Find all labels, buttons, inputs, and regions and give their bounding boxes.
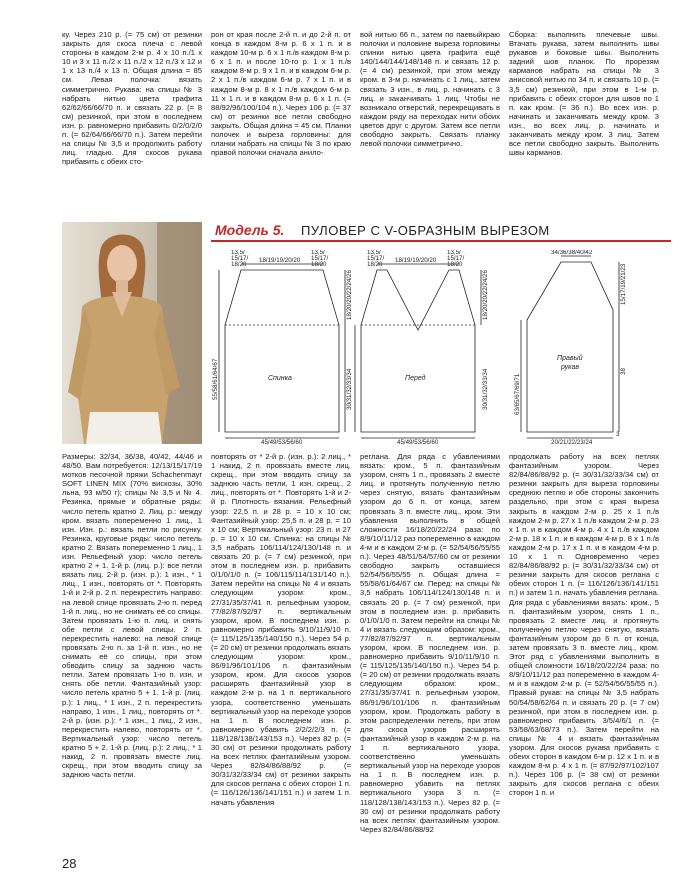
model-photo-illustration [62, 222, 202, 444]
text-column-bottom-3: реглана. Для ряда с убавлениями вязать: кром., 5 п. фантазийным узором, снять 1 п., провязать 2 вместе лиц. и протянуть полученную петлю через снятую, вязать фантазийным узором до 6 п. от конца, затем провязать 3 п. вместе лиц., кром. Эти убавления выполнить в общей сложности 16/18/20/22/24 раза: по 8/9/10/11/12 раз попеременно в каждом 4-м и в каждом 2-м р. (= 52/54/56/55/55 п.). Через 48/51/54/57/60 см от резинки свободно закрыть оставшиеся 52/54/56/55/55 п. Общая длина = 55/58/61/64/67 см. Перед: на спицы № 3,5 набрать 106/114/124/130/148 п. и связать 20 р. (= 7 см) резинкой, при этом в последнем изн. р. прибавить 0/1/0/1/0 п. Затем перейти на спицы № 4 и вязать следующим образом: кром., 77/82/87/92/97 п. вертикальным узором, кром. В последнем изн. р. равномерно прибавить 9/10/11/9/10 п. (= 115/125/135/140/150 п.). Через 54 р. (= 20 см) от резинки продолжать вязать следующим образом: кром., 27/31/35/37/41 п. рельефным узором, 86/91/96/101/106 п. фантазийным узором, кром. Продолжать работу в этом распределении петель, при этом для скоса узоров расширять фантазийный узор в каждом 2-м р. на 1 п. вертикального узора, соответственно уменьшать вертикальный узор на переходе узоров на 1 п. В последнем изн. р. равномерно убавить на петлях вертикального узора 3 п. (= 118/128/138/143/153 п.). Через 82 р. (= 30 см) от резинки продолжать работу на всех петлях фантазийным узором. Через 82/84/86/88/92 [360, 452, 500, 834]
text-column-top-4: Сборка: выполнить плечевые швы. Втачать рукава, затем выполнить швы рукавов и боковые швы. Выполнить задний шов планок. По прорезям карманов набрать на спицы № 3 анисовой нитью по 34 п. и связать 10 р. (= 3,5 см) резинкой, при этом в 1-м р. прибавить с обеих сторон для швов по 1 п. как кром. (= 36 п.). Во всех изн. р. начинать и заканчивать между кром. 3 изн., во всех лиц. р. начинать и заканчивать между кром. 3 лиц. Затем все петли свободно закрыть. Выполнить швы карманов. [509, 30, 659, 158]
sleeve-raglan-height: 15/17/19/21/23 [620, 263, 627, 305]
sleeve-38: 38 [620, 368, 627, 375]
front-shoulder-top-right: 13,5/ [447, 250, 461, 256]
front-neck-width: 18/19/19/20/20 [395, 257, 437, 264]
model-title-bar [211, 222, 671, 242]
sleeve-cuff-width: 20/21/22/23/24 [551, 439, 593, 445]
front-raglan-height: 18/20/20/22/24/26 [482, 270, 489, 320]
back-shoulder-top-right: 13,5/ [311, 250, 325, 256]
text-column-top-2: рон от края после 2-й п. и до 2-й п. от конца в каждом 8-м р. 6 х 1 п. и в каждом 10-м р. 6 х 1 п./в каждом 8-м р. 6 х 1 п. и после 10-го р. 1 х 1 п./в каждом 8-м р. 9 х 1 п. и в каждом 6-м р. 2 х 1 п./в каждом 6-м р. 7 х 1 п. и в каждом 8-м р. 8 х 1 п./в каждом 6-м р. 11 х 1 п. и в каждом 8-м р. 6 х 1 п. (= 88/92/96/100/104 п.). Через 106 р. (= 37 см) от резинки все петли свободно закрыть. Общая длина = 45 см. Планки полочек и выреза горловины: для планки набрать на спицы № 3 по краю правой полочки сначала анило- [211, 30, 351, 158]
model-label: Модель 5. [215, 222, 285, 238]
front-shoulder-mid-right: 15/17/ [447, 255, 465, 262]
back-shoulder-top: 13,5/ [231, 250, 245, 256]
sleeve-total-height: 63/65/67/69/71 [514, 373, 521, 415]
back-shoulder-bot-right: 18/20 [311, 261, 327, 268]
sleeve-label-1: Правый [557, 355, 583, 362]
back-piece-outline [225, 270, 339, 432]
front-shoulder-mid: 15/17/ [367, 255, 385, 262]
front-shoulder-bot-right: 18/20 [447, 261, 463, 268]
back-shoulder-mid-right: 15/17/ [311, 255, 329, 262]
cuff-3: 3 [616, 431, 620, 438]
text-column-bottom-2: повторять от * 2-й р. (изн. р.): 2 лиц., * 1 накид, 2 п. провязать вместе лиц. скрещ., при этом вводить спицу за заднюю часть петли, 1 изн. скрещ., 2 лиц., повторять от *. Повторять 1-й и 2-й р. Плотность вязания. Рельефный узор: 22,5 п. и 28 р. = 10 х 10 см; Фантазийный узор: 25,5 п. и 28 р. = 10 х 10 см; Вертикальный узор: 23 п. и 27 р. = 10 х 10 см. Спинка: на спицы № 3,5 набрать 106/114/124/130/148 п. и связать 20 р. (= 7 см) резинкой, при этом в последнем изн. р. прибавить 0/1/0/1/0 п. (= 106/115/114/131/140 п.). Затем перейти на спицы № 4 и вязать следующим узором: кром., 27/31/35/37/41 п. рельефным узором, 77/82/87/92/97 п. вертикальным узором, кром. В последнем изн. р. равномерно прибавить 9/10/11/9/10 п. (= 115/125/135/140/150 п.). Через 54 р. (= 20 см) от резинки продолжать вязать следующим узором: кром., 86/91/96/101/106 п. фантазийным узором, кром. Для скосов узоров расширять фантазийный узор в каждом 2-м р. на 1 п. вертикального узора, соответственно уменьшать вертикальный узор на переходе узоров на 1 п. В последнем изн. р. равномерно убавить 2/2/2/2/3 п. (= 118/128/138/143/153 п.). Через 82 р. (= 30 см) от резинки продолжать работу на всех петлях фантазийным узором. Через 82/84/86/88/92 р. (= 30/31/32/33/34 см) от резинки закрыть для скосов реглана с обеих сторон 1 п. (= 116/126/136/141/151 п.) и затем 1 п. начать убавления [211, 452, 351, 807]
pattern-schematic [211, 250, 673, 445]
sleeve-outline [527, 262, 613, 432]
back-total-height: 55/58/61/64/67 [212, 358, 219, 400]
text-column-top-3: вой нитью 66 п., затем по паевыйкраю полочки и половине выреза горловины спинки нитью цвета графита ещё 140/144/144/148/148 п. и связать 12 р. (= 4 см) резинкой, при этом между кром. в 3-м р. начинать с 1 лиц., затем связать 3 изн., в лиц. р. начинать с 3 лиц. и заканчивать 1 лиц. Чтобы не возникало отверстий, перекрещивать в каждом ряду на переходах нити обоих цветов друг с другом. Затем все петли свободно закрыть. Связать планку левой полочки симметрично. [360, 30, 500, 149]
back-label: Спинка [268, 375, 292, 382]
back-shoulder-bot: 18/20 [231, 261, 247, 268]
back-raglan-height: 18/20/20/22/24/26 [346, 270, 353, 320]
text-column-bottom-4: продолжать работу на всех петлях фантазийным узором. Через 82/84/86/88/92 р. (= 30/31/32/33/34 см) от резинки закрыть для выреза горловины среднюю петлю и обе стороны закончить раздельно, при этом с края выреза закрыть в каждом 2-м р. 25 х 1 п./в каждом 2-м р. 27 х 1 п./в каждом 2-м р. 23 х 1 п. и в каждом 4-м р. 4 х 1 п./в каждом 2-м р. 18 х 1 п. и в каждом 4-м р. 8 х 1 п./в каждом 2-м р. 17 х 1 п. и в каждом 4-м р. 10 х 1 п. Одновременно через 82/84/86/88/92 р. (= 30/31/32/33/34 см) от резинки закрыть для скосов реглана с обеих сторон 1 п. (= 116/126/136/141/151 п.) и затем 1 п. начать убавления реглана. Для ряда с убавлениями вязать: кром., 5 п. фантазийным узором, снять 1 п., провязать 2 вместе лиц. и протянуть полученную петлю через снятую, вязать фантазийным узором до 6 п. от конца, затем провязать 3 п. вместе лиц., кром. Этот ряд с убавлениями выполнить в общей сложности 16/18/20/22/24 раза: по 8/9/10/11/12 раз попеременно в каждом 4-м и в каждом 2-м р. (= 52/54/56/55/55 п.). Правый рукав: на спицы № 3,5 набрать 50/54/58/62/64 п. и связать 20 р. (= 7 см) резинкой, при этом в последнем изн. р. равномерно прибавить 3/5/4/6/1 п. (= 53/58/63/68/73 п.). Затем перейти на спицы № 4 и вязать фантазийным узором. Для скосов рукава прибавить с обеих сторон в каждом 6-м р. 12 х 1 п. и в каждом 8-м р. 4 х 1 п. (= 87/92/97/102/107 п.). Через 106 р. (= 38 см) от резинки закрыть для скосов реглана с обеих сторон 1 п. и [509, 452, 659, 798]
text-column-top-1: ку. Через 210 р. (= 75 см) от резинки закрыть для скоса плеча с левой стороны в каждом 2-м р. 4 х 10 п./1 х 10 и 3 х 11 п./2 х 11 п./2 х 12 п./3 х 12 и 1 х 13 п./4 х 13 п. Общая длина = 85 см. Левая полочка: вязать симметрично. Рукава: на спицы № 3 набрать нитью цвета графита 62/62/66/66/70 п. и связать 22 р. (= 8 см) резинкой, при этом в последнем изн. р. равномерно прибавить 0/2/0/2/0 п. (= 62/64/66/66/70 п.). Затем перейти на спицы № 3,5 и продолжить работу лиц. гладью. Для скосов рукава прибавить с обеих сто- [62, 30, 202, 167]
model-photo [62, 222, 202, 444]
front-shoulder-top: 13,5/ [367, 250, 381, 256]
front-shoulder-bot: 18/20 [367, 261, 383, 268]
front-label: Перед [405, 375, 426, 382]
front-side-height-right: 30/31/32/33/34 [482, 368, 489, 410]
sleeve-label-2: рукав [561, 364, 580, 371]
back-shoulder-mid: 15/17/ [231, 255, 249, 262]
text-column-bottom-1: Размеры: 32/34, 36/38, 40/42, 44/46 и 48/50. Вам потребуется: 12/13/15/17/19 мотков песочной пряжи Schachenmayr SOFT LINEN MIX (70% вискозы, 30% льна, 93 м/50 г); спицы № 3,5 и № 4. Резинка, прямые и обратные ряды: число петель кратно 2. Лиц. р.: между кром. вязать попеременно 1 лиц., 1 изн. Изн. р.: вязать петли по рисунку. Резинка, круговые ряды: число петель кратно 2. Вязать попеременно 1 лиц., 1 изн. Рельефный узор: число петель кратно 2 + 1. 1-й р. (лиц. р.): все петли вязать лиц. 2-й р. (изн. р.): 1 изн., * 1 лиц., 1 изн., повторять от *. Повторять 1-й и 2-й р. 2 п. перекрестить направо: на левой спице провязать 2-ю п. перед 1-й п. лиц., но не снимать её со спицы. Затем провязать 1-ю п. лиц. и снять обе петли с левой спицы. 2 п. перекрестить налево: на левой спице провязать 2-ю п. за 1-й п. изн., но не снимать её со спицы, при этом обводить спицу за заднюю часть петли. Затем провязать 1-ю п. изн. и снять обе петли. Фантазийный узор: число петель кратно 5 + 1. 1-й р. (лиц. р.): 1 лиц., * 1 изн., 2 п. перекрестить направо, 1 изн., 1 лиц., повторять от *. 2-й р. (изн. р.): * 1 изн., 1 лиц., 2 изн., перекрестить налево, повторять от *. Вертикальный узор: число петель кратно 5 + 2. 1-й р. (лиц. р.): 2 лиц., * 1 накид, 2 п. провязать вместе лиц. скрещ., при этом вводить спицу за заднюю часть петли. [62, 452, 202, 780]
back-neck-width: 18/19/19/20/20 [259, 257, 301, 264]
page-number: 28 [62, 856, 77, 871]
front-piece-outline [361, 270, 475, 432]
back-width: 45/49/53/56/60 [261, 439, 303, 445]
front-width: 45/49/53/56/60 [397, 439, 439, 445]
front-side-height: 30/31/32/33/34 [346, 368, 353, 410]
sleeve-top-width: 34/36/38/40/42 [551, 250, 593, 256]
model-title: ПУЛОВЕР С V-ОБРАЗНЫМ ВЫРЕЗОМ [301, 223, 550, 238]
